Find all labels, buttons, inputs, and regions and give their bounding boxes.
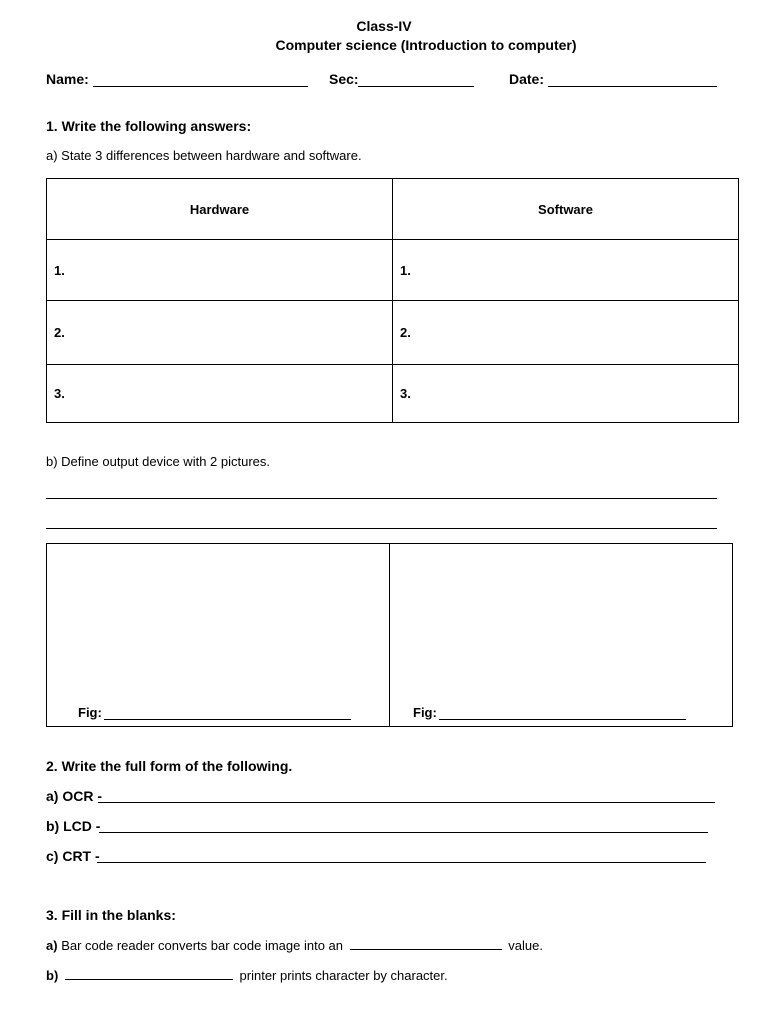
hardware-cell-3[interactable]: 3. xyxy=(47,365,393,423)
hardware-cell-2[interactable]: 2. xyxy=(47,301,393,365)
q3-heading: 3. Fill in the blanks: xyxy=(46,907,176,923)
hardware-cell-1[interactable]: 1. xyxy=(47,240,393,301)
name-label: Name: xyxy=(46,71,89,87)
fig-caption-blank-left[interactable] xyxy=(104,719,351,720)
figure-divider xyxy=(389,543,390,727)
q3a-sentence xyxy=(46,938,543,953)
ocr-blank[interactable] xyxy=(98,802,715,803)
q3b-label: b) xyxy=(46,968,59,983)
software-header: Software xyxy=(393,179,739,240)
lcd-blank[interactable] xyxy=(99,832,708,833)
q3b-after: printer prints character by character. xyxy=(239,968,448,983)
q3a-blank[interactable] xyxy=(350,948,502,950)
q1b-text: b) Define output device with 2 pictures. xyxy=(46,454,271,469)
table-row xyxy=(47,240,739,301)
sec-label: Sec: xyxy=(329,71,359,87)
q2-heading: 2. Write the full form of the following. xyxy=(46,758,293,774)
table-row xyxy=(47,301,739,365)
class-title: Class-IV xyxy=(356,18,412,34)
subject-title: Computer science (Introduction to computer) xyxy=(275,37,577,53)
answer-line-2[interactable] xyxy=(46,528,717,529)
hardware-software-table xyxy=(46,178,739,423)
table-row xyxy=(47,365,739,423)
fig-label-right: Fig: xyxy=(413,705,437,720)
q2-item-crt: c) CRT - xyxy=(46,848,100,864)
q1a-text: a) State 3 differences between hardware and software. xyxy=(46,148,362,163)
q3a-before: Bar code reader converts bar code image into an xyxy=(61,938,344,953)
date-label: Date: xyxy=(509,71,545,87)
software-cell-3[interactable]: 3. xyxy=(393,365,739,423)
q3b-blank[interactable] xyxy=(65,978,233,980)
fig-label-left: Fig: xyxy=(78,705,102,720)
date-blank[interactable] xyxy=(548,86,717,87)
q2-item-lcd: b) LCD - xyxy=(46,818,101,834)
hardware-header: Hardware xyxy=(47,179,393,240)
software-cell-2[interactable]: 2. xyxy=(393,301,739,365)
software-cell-1[interactable]: 1. xyxy=(393,240,739,301)
q3a-after: value. xyxy=(508,938,543,953)
crt-blank[interactable] xyxy=(97,862,706,863)
q1-heading: 1. Write the following answers: xyxy=(46,118,252,134)
sec-blank[interactable] xyxy=(358,86,474,87)
q3b-sentence xyxy=(46,968,448,983)
fig-caption-blank-right[interactable] xyxy=(439,719,686,720)
q2-item-ocr: a) OCR - xyxy=(46,788,102,804)
name-blank[interactable] xyxy=(93,86,308,87)
q3a-label: a) xyxy=(46,938,58,953)
answer-line-1[interactable] xyxy=(46,498,717,499)
